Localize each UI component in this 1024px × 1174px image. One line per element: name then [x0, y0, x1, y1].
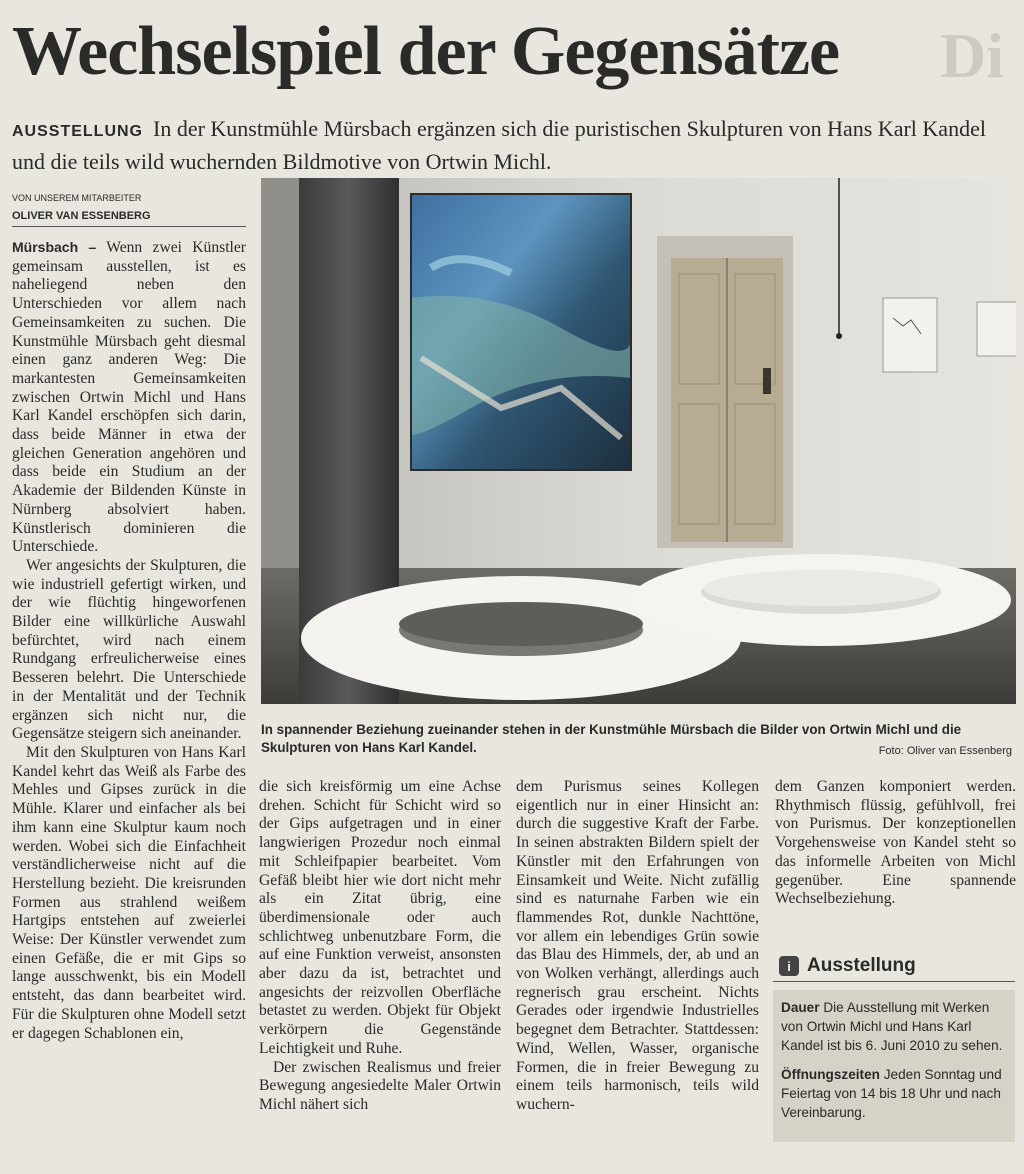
byline-rule: [12, 226, 246, 227]
paragraph: dem Ganzen komponiert werden. Rhythmisch flüssig, gefühlvoll, frei von Purismus. Der konzeptionellen Vorgehensweise von Kandel steht so das informelle Arbeiten von Michl gegenüber. Eine spannende Wechselbeziehung.: [775, 778, 1016, 908]
info-dauer-label: Dauer: [781, 1000, 820, 1015]
info-box-body: [773, 990, 1015, 1142]
photo-caption: In spannender Beziehung zueinander stehen in der Kunstmühle Mürsbach die Bilder von Ortwin Michl und die Skulpturen von Hans Karl Kandel.: [261, 722, 962, 755]
paragraph: [12, 238, 246, 557]
info-hours: [781, 1065, 1007, 1122]
byline-name: OLIVER VAN ESSENBERG: [12, 210, 151, 222]
info-box: [773, 951, 1015, 1165]
article-column-2: [259, 778, 501, 1168]
gallery-photo-illustration: [261, 178, 1016, 704]
article-column-1: [12, 238, 246, 1166]
article-column-3: [516, 778, 759, 1168]
headline: Wechselspiel der Gegensätze: [12, 13, 840, 90]
exhibition-photo: [261, 178, 1016, 704]
paragraph: Wer angesichts der Skulpturen, die wie industriell gefertigt wirken, und der wie flüchtig hingeworfenen Bilder eine willkürliche Auswahl befürchtet, wird nach einem Rundgang erfreulicherweise eines Besseren belehrt. Die Unterschiede in der Mentalität und der Technik ergänzen sich nicht nur, die Gegensätze steigern sich aneinander.: [12, 556, 246, 743]
paragraph: dem Purismus seines Kollegen eigentlich nur in einer Hinsicht an: durch die suggestive Kraft der Farbe. In seinen abstrakten Bildern spielt der Künstler mit den Erfahrungen von Einsamkeit und Weite. Nicht zufällig sind es naturnahe Farben wie ein flammendes Rot, dunkle Nachttöne, vor allem ein lebendiges Grün sowie das Blau des Himmels, der, ab und an von Wolken verhängt, allerdings auch regnerisch grau erscheint. Nichts Gerades oder irgendwie Industrielles begegnet dem Betrachter. Stattdessen: Wind, Wellen, Wasser, organische Formen, die in freier Bewegung zu einem teils harmonisch, teils wild wuchern-: [516, 778, 759, 1113]
paragraph: die sich kreisförmig um eine Achse drehen. Schicht für Schicht wird so der Gips aufgetragen und in einer langwierigen Prozedur noch einmal mit Schleifpapier bearbeitet. Vom Gefäß bleibt hier wie dort nicht mehr als ein Zitat übrig, eine überdimensionale oder auch schlichtweg unbenutzbare Form, die auf eine Funktion verweist, ansonsten aber dazu da ist, betrachtet und angesichts der reizvollen Oberfläche betastet zu werden. Objekt für Objekt verkörpern die Gegenstände Leichtigkeit und Ruhe.: [259, 778, 501, 1057]
paragraph: Der zwischen Realismus und freier Bewegung angesiedelte Maler Ortwin Michl nähert sich: [259, 1058, 501, 1113]
adjacent-article-headline: Di: [940, 20, 1004, 91]
dateline: Mürsbach –: [12, 239, 97, 255]
info-box-header: [773, 951, 1015, 982]
byline-label: VON UNSEREM MITARBEITER: [12, 193, 142, 203]
info-icon: i: [779, 956, 799, 976]
info-hours-label: Öffnungszeiten: [781, 1067, 880, 1082]
info-hours-text: Jeden Sonntag und Feiertag von 14 bis 18 Uhr und nach Vereinbarung.: [781, 1067, 1002, 1120]
kicker: AUSSTELLUNG: [12, 123, 143, 140]
paragraph-text: Wenn zwei Künstler gemeinsam ausstellen, ist es naheliegend neben den Unterschieden vor allem nach Gemeinsamkeiten zu suchen. Die Kunstmühle Mürsbach geht diesmal einen ganz anderen Weg: Die markantesten Gemeinsamkeiten zwischen Ortwin Michl und Hans Karl Kandel erschöpfen sich darin, dass beide Männer in etwa der gleichen Generation angehören und dass beide ein Studium an der Akademie der Bildenden Künste in Nürnberg absolviert haben. Künstlerisch dominieren die Unterschiede.: [12, 239, 246, 556]
article-column-4: [775, 778, 1016, 948]
paragraph: Mit den Skulpturen von Hans Karl Kandel kehrt das Weiß als Farbe des Mehles und Gipses zurück in die Mühle. Klarer und einfacher als bei ihm kann eine Skulptur kaum noch werden. Wobei sich die Einfachheit verständlicherweise nicht auf die Herstellung bezieht. Die kreisrunden Formen aus strahlend weißem Hartgips entstehen auf zweierlei Weise: Der Künstler verwendet zum einen Gefäße, die er mit Gips so lange ausschwenkt, bis ein Modell entsteht, das dann bearbeitet wird. Für die Skulpturen ohne Modell setzt er dagegen Schablonen ein,: [12, 743, 246, 1042]
info-dauer-text: Die Ausstellung mit Werken von Ortwin Michl und Hans Karl Kandel ist bis 6. Juni 2010 zu sehen.: [781, 1000, 1003, 1053]
info-dauer: [781, 998, 1007, 1055]
intro-text: In der Kunstmühle Mürsbach ergänzen sich die puristischen Skulpturen von Hans Karl Kandel und die teils wild wuchernden Bildmotive von Ortwin Michl.: [12, 116, 986, 174]
info-box-title: Ausstellung: [807, 955, 916, 976]
intro: [12, 114, 1002, 177]
photo-credit: Foto: Oliver van Essenberg: [878, 745, 1012, 757]
